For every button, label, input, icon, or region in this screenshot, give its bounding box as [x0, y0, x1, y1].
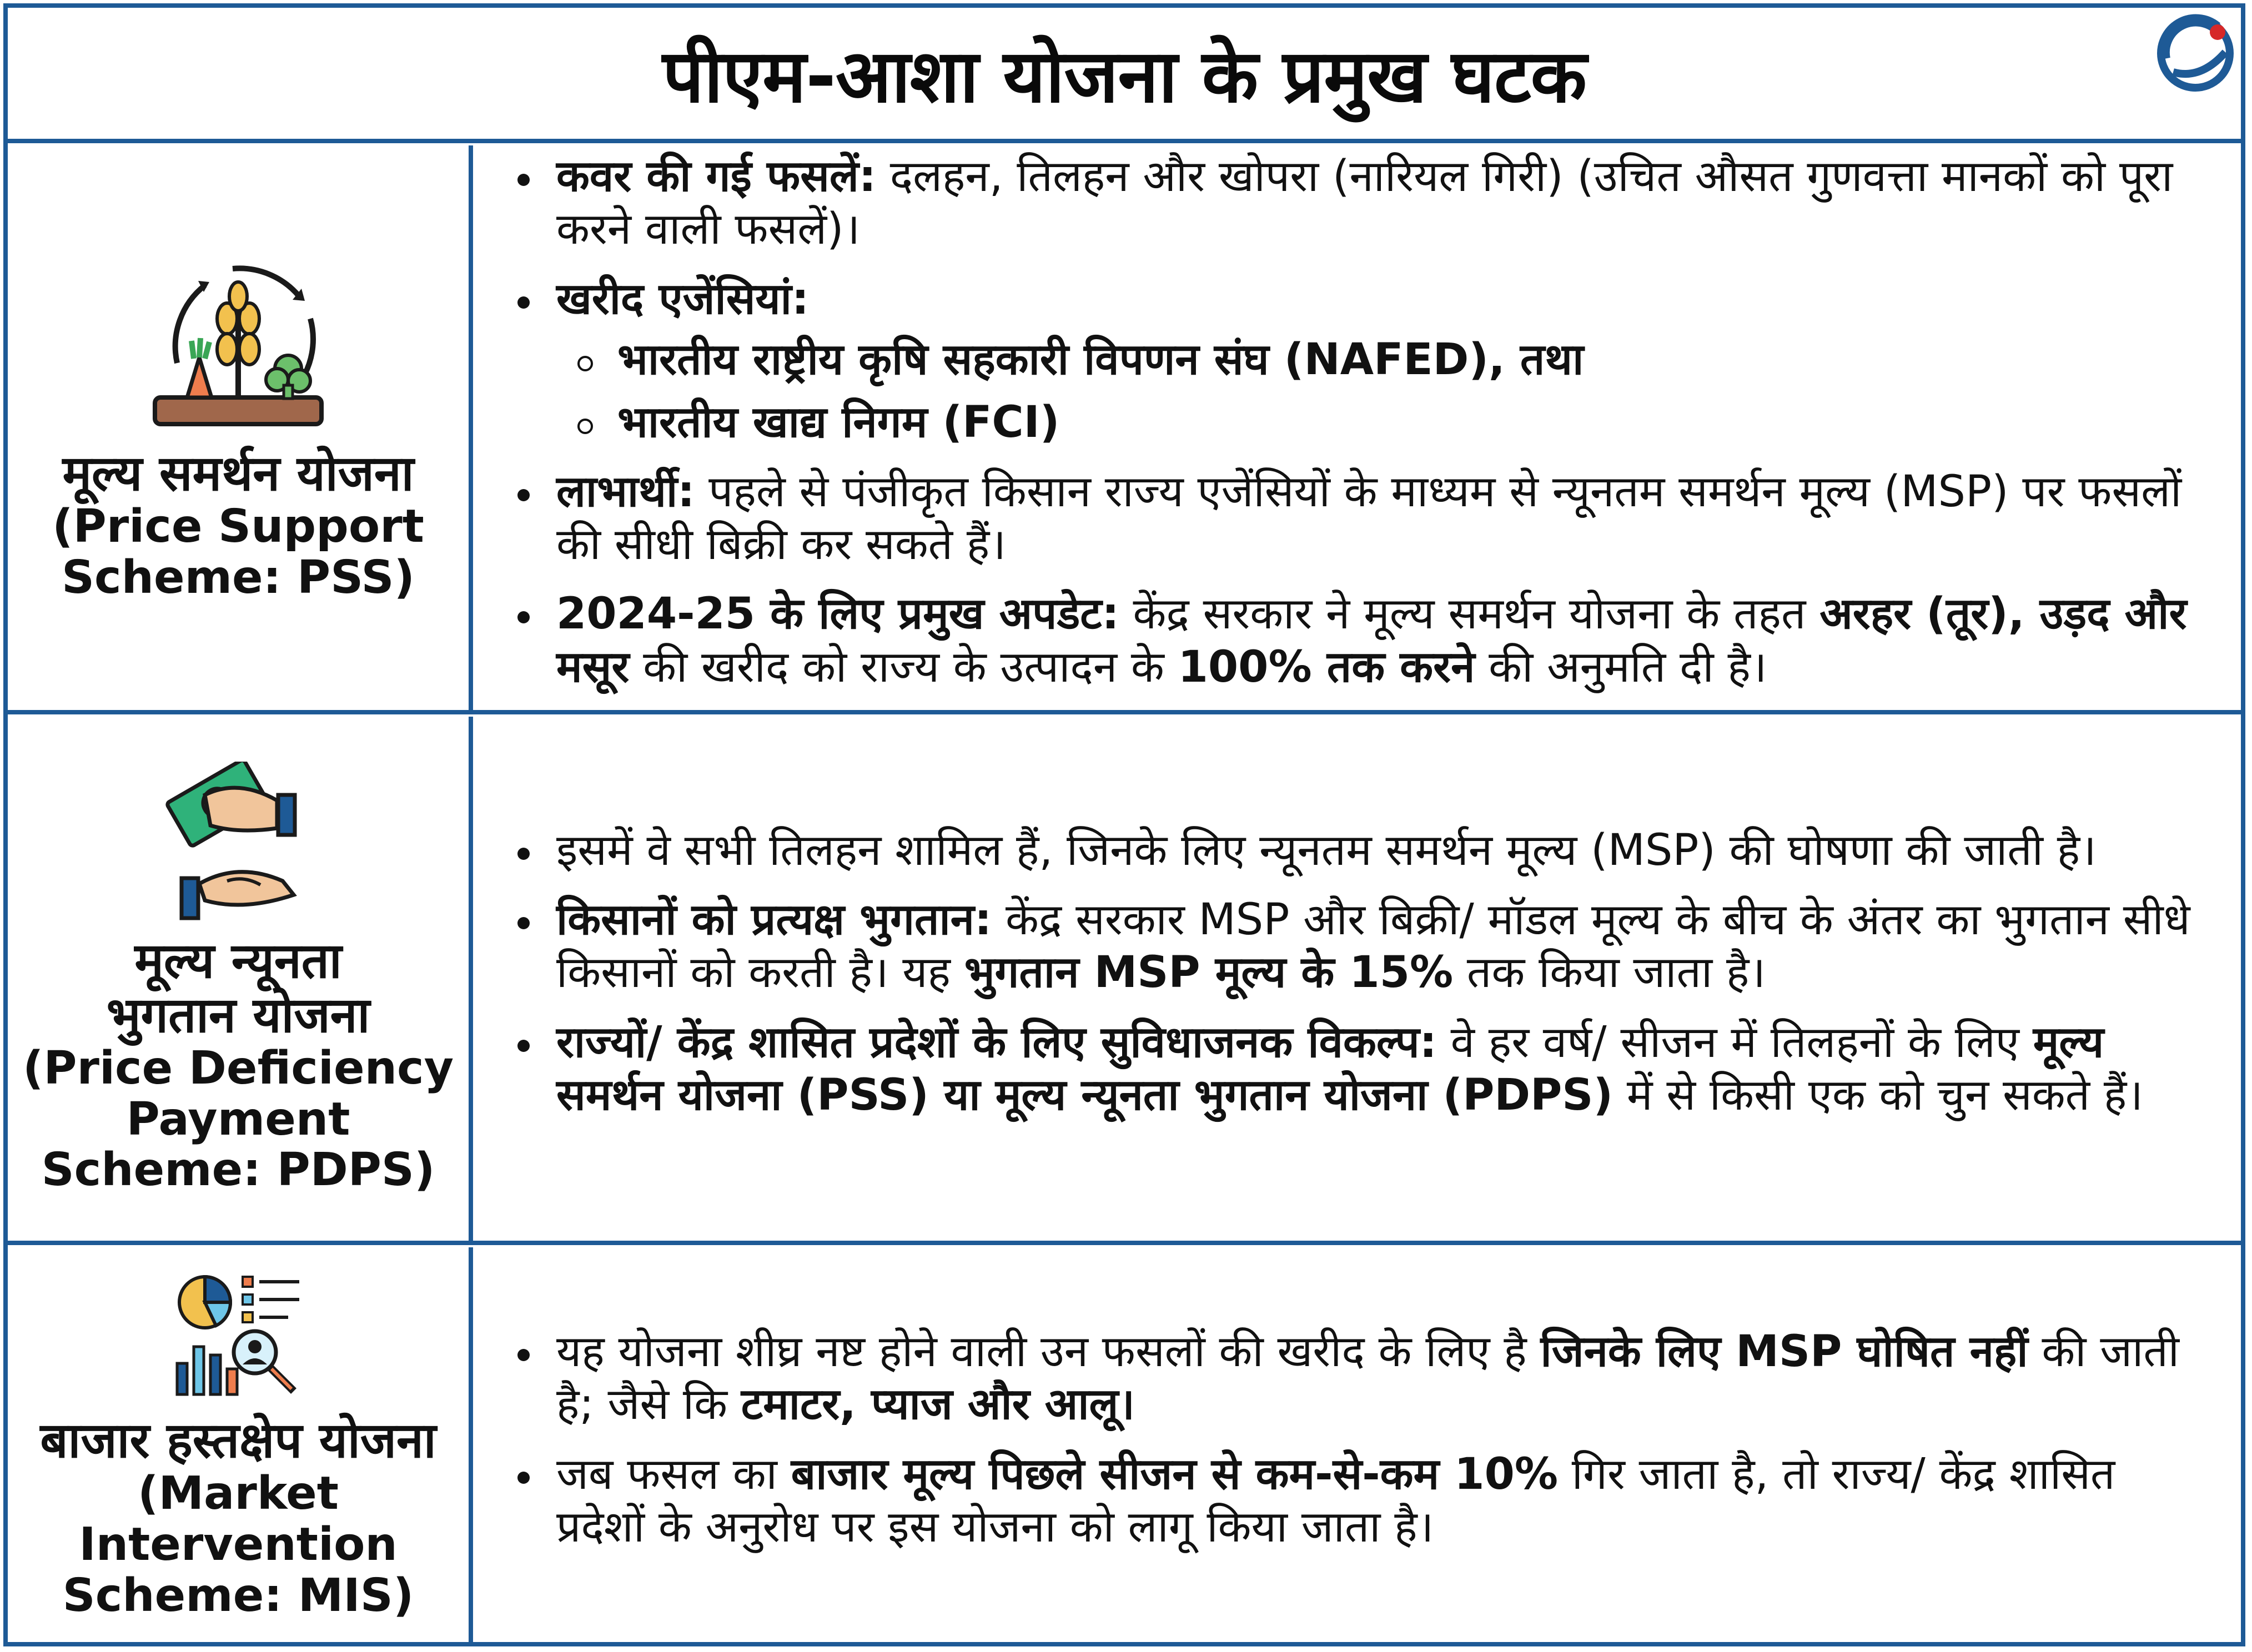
scheme-name	[22, 931, 454, 1197]
scheme-cell	[8, 717, 473, 1241]
scheme-name-english: (Price Deficiency	[22, 1041, 454, 1095]
section-pss	[8, 145, 2241, 714]
scheme-name-english: (Price Support	[52, 500, 424, 553]
bullet-list	[495, 150, 2208, 710]
scheme-name-english: Scheme: PDPS)	[41, 1144, 435, 1197]
scheme-name	[52, 446, 424, 603]
scheme-name-hindi: बाजार हस्तक्षेप योजना	[40, 1412, 436, 1469]
list-item: यह योजना शीघ्र नष्ट होने वाली उन फसलों की खरीद के लिए है जिनके लिए MSP घोषित नहीं की जाती है; जैसे कि टमाटर, प्याज और आलू।	[556, 1326, 2208, 1431]
scheme-cell	[8, 1247, 473, 1643]
scheme-name-hindi: मूल्य समर्थन योजना	[62, 445, 414, 502]
market-analysis-icon	[166, 1269, 310, 1402]
crop-rotation-plants-icon	[138, 252, 338, 435]
list-item: जब फसल का बाजार मूल्य पिछले सीजन से कम-से-कम 10% गिर जाता है, तो राज्य/ केंद्र शासित प्रदेशों के अनुरोध पर इस योजना को लागू किया जाता है।	[556, 1448, 2208, 1554]
section-mis	[8, 1247, 2241, 1643]
list-item: 2024-25 के लिए प्रमुख अपडेट: केंद्र सरकार ने मूल्य समर्थन योजना के तहत अरहर (तूर), उड़द और मसूर की खरीद को राज्य के उत्पादन के 100% तक करने की अनुमति दी है।	[556, 588, 2208, 693]
scheme-details	[473, 1247, 2241, 1643]
header	[8, 8, 2241, 143]
scheme-name-english: Scheme: PSS)	[61, 551, 415, 604]
money-handover-icon	[155, 762, 321, 923]
list-item: किसानों को प्रत्यक्ष भुगतान: केंद्र सरकार MSP और बिक्री/ मॉडल मूल्य के बीच के अंतर का भुगतान सीधे किसानों को करती है। यह भुगतान MSP मूल्य के 15% तक किया जाता है।	[556, 894, 2208, 999]
list-item: लाभार्थी: पहले से पंजीकृत किसान राज्य एजेंसियों के माध्यम से न्यूनतम समर्थन मूल्य (MSP) पर फसलों की सीधी बिक्री कर सकते हैं।	[556, 466, 2208, 571]
scheme-name-hindi: मूल्य न्यूनता	[134, 931, 342, 989]
scheme-name-hindi: भुगतान योजना	[106, 986, 370, 1044]
scheme-name	[40, 1413, 436, 1621]
list-item: खरीद एजेंसियां: भारतीय राष्ट्रीय कृषि सहकारी विपणन संघ (NAFED), तथा भारतीय खाद्य निगम (FCI)	[556, 273, 2208, 449]
list-item: राज्यों/ केंद्र शासित प्रदेशों के लिए सुविधाजनक विकल्प: वे हर वर्ष/ सीजन में तिलहनों के लिए मूल्य समर्थन योजना (PSS) या मूल्य न्यूनता भुगतान योजना (PDPS) में से किसी एक को चुन सकते हैं।	[556, 1016, 2208, 1122]
sub-list-item: भारतीय खाद्य निगम (FCI)	[617, 396, 2208, 449]
scheme-name-english: Scheme: MIS)	[62, 1569, 414, 1622]
section-pdps	[8, 717, 2241, 1245]
scheme-name-english: Intervention	[79, 1518, 398, 1571]
list-item: इसमें वे सभी तिलहन शामिल हैं, जिनके लिए न्यूनतम समर्थन मूल्य (MSP) की घोषणा की जाती है।	[556, 824, 2208, 877]
bullet-list	[495, 1326, 2208, 1570]
scheme-details	[473, 717, 2241, 1241]
scheme-name-english: (Market	[137, 1467, 339, 1520]
scheme-details	[473, 145, 2241, 710]
brand-logo-icon	[2151, 8, 2240, 97]
sub-list-item: भारतीय राष्ट्रीय कृषि सहकारी विपणन संघ (NAFED), तथा	[617, 334, 2208, 386]
scheme-cell	[8, 145, 473, 710]
list-item: कवर की गई फसलें: दलहन, तिलहन और खोपरा (नारियल गिरी) (उचित औसत गुणवत्ता मानकों को पूरा करने वाली फसलें)।	[556, 150, 2208, 256]
sub-list	[556, 334, 2208, 449]
scheme-name-english: Payment	[126, 1092, 350, 1146]
page-title: पीएम-आशा योजना के प्रमुख घटक	[662, 34, 1586, 119]
bullet-list	[495, 824, 2208, 1139]
